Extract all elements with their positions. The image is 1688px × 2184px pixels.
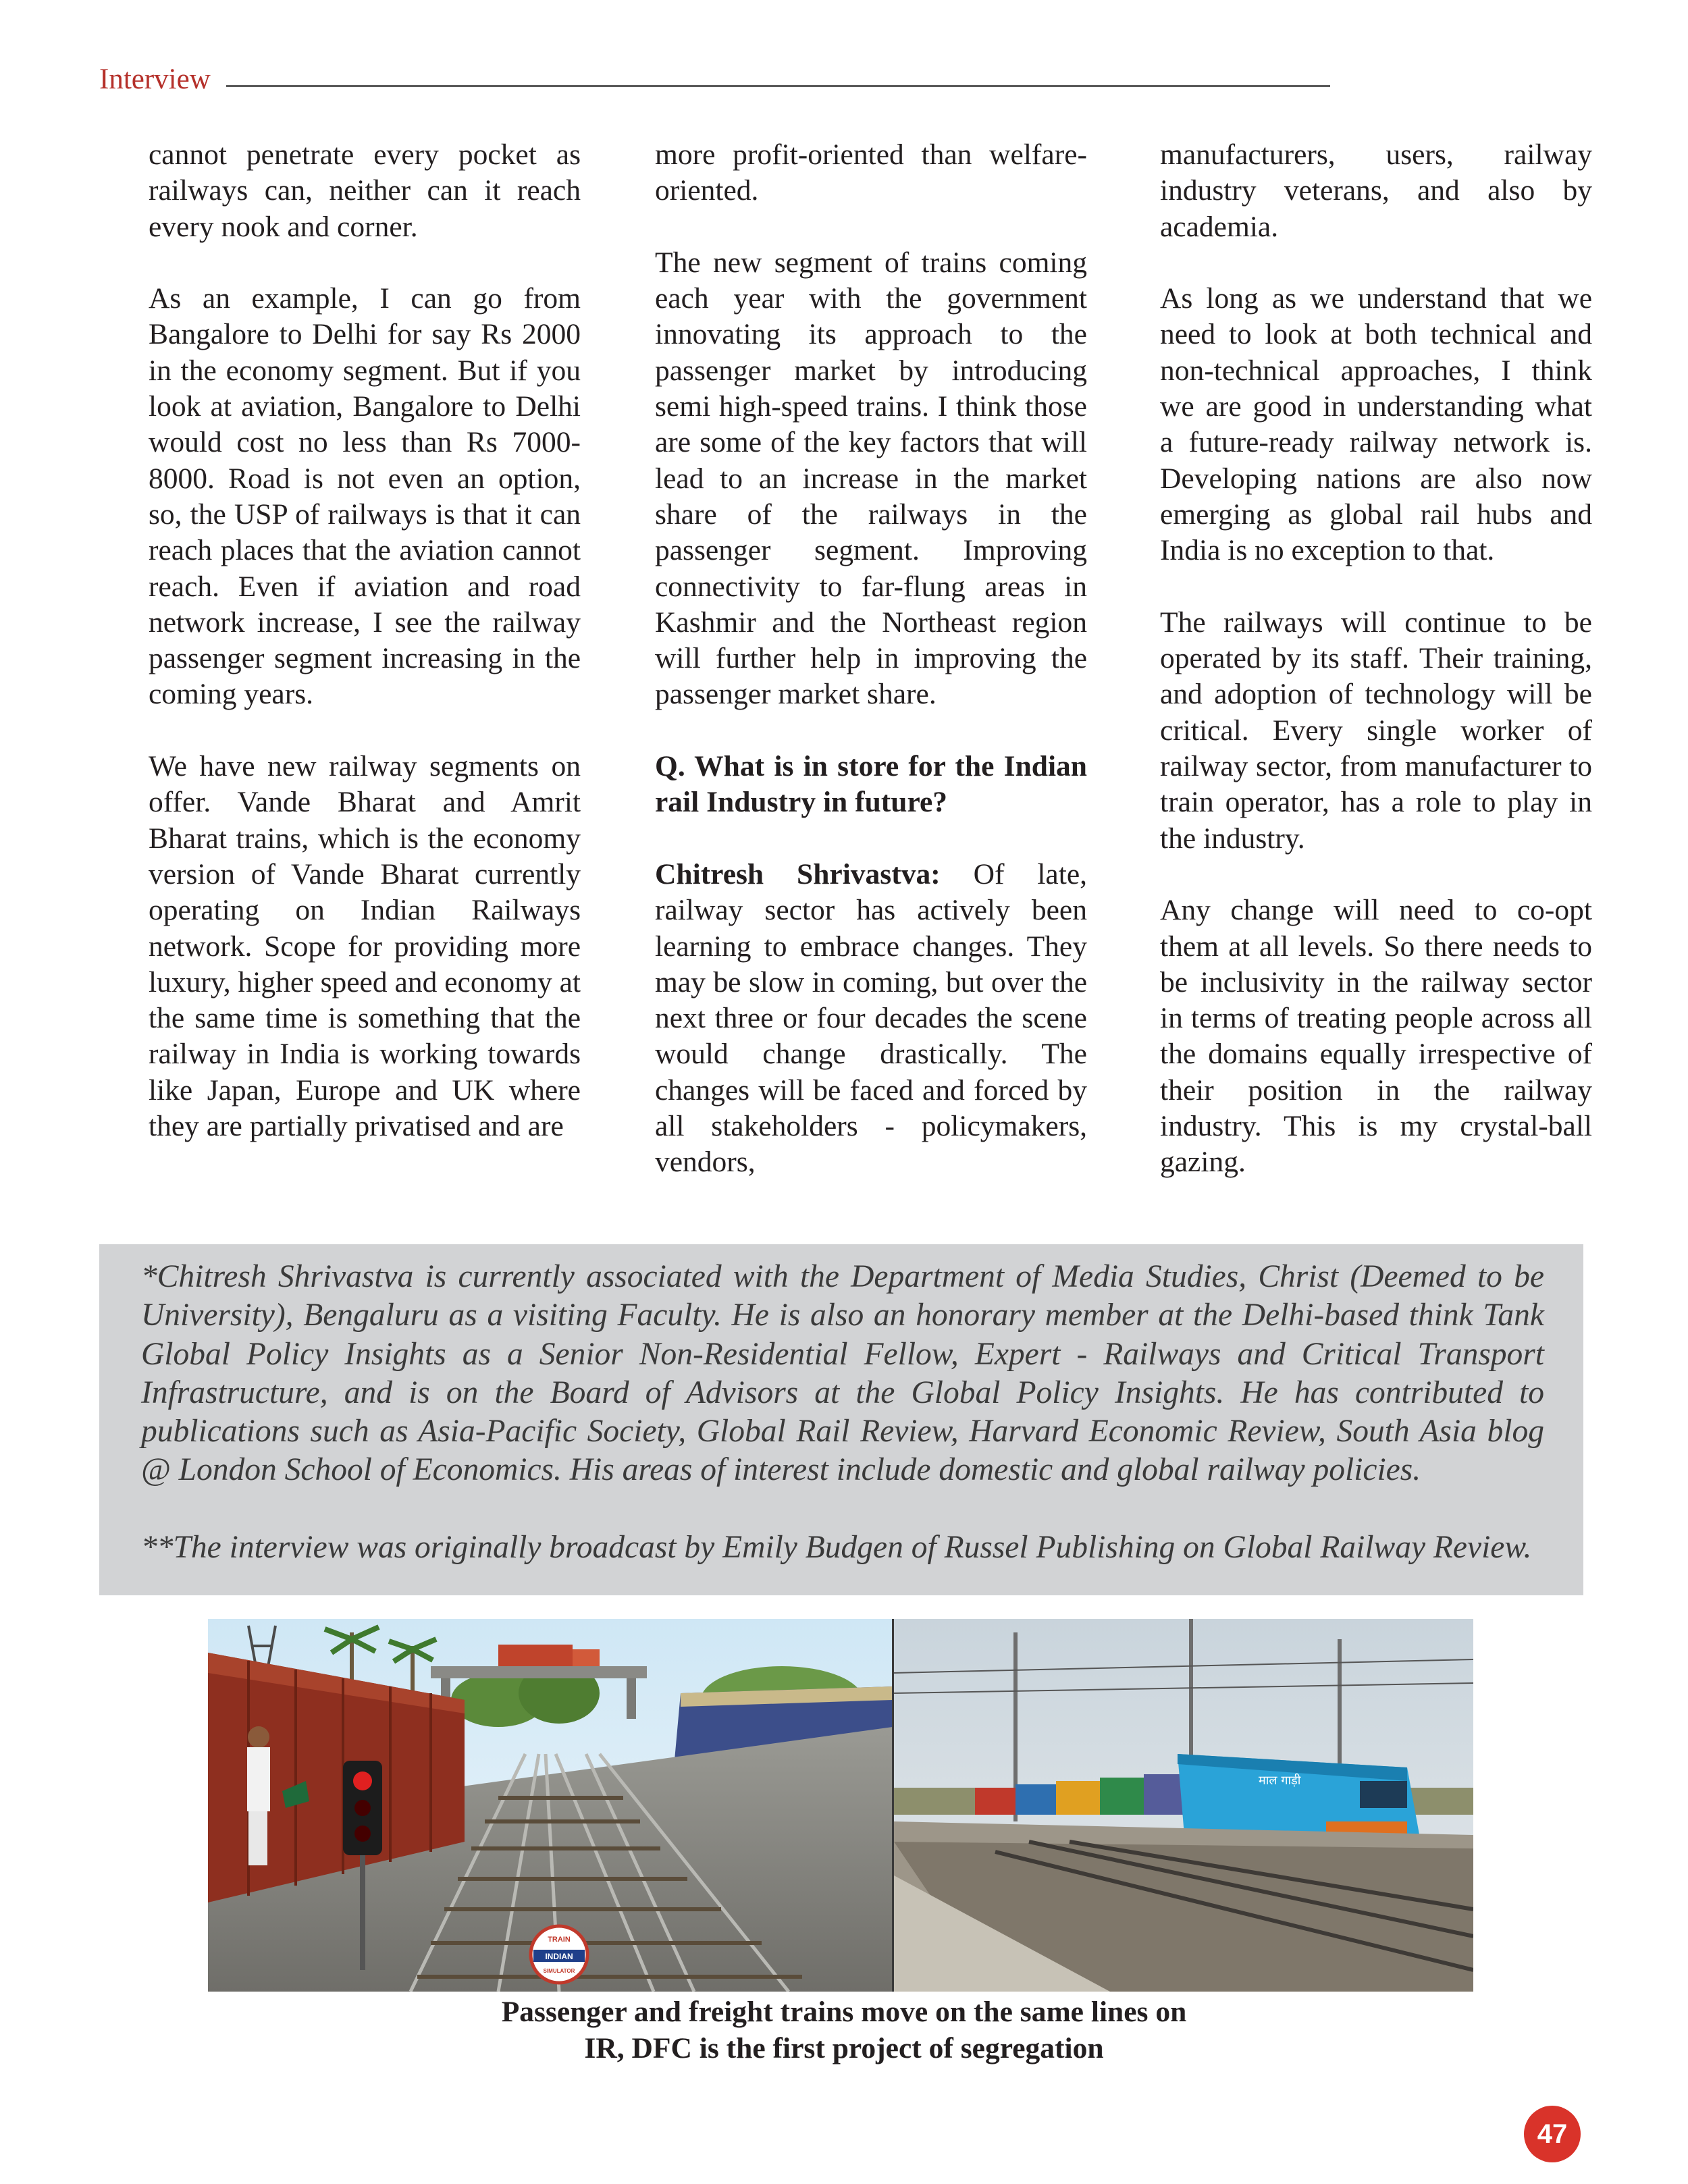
paragraph: As long as we understand that we need to look at both technical and non-technical approaches, I think we are good in understanding what a future-ready railway network is. Developing nations are also now emerging as global rail hubs and India is no exception to that. <box>1160 282 1592 567</box>
train-simulator-illustration <box>208 1619 893 1992</box>
locomotive-lettering: माल गाड़ी <box>1259 1774 1301 1788</box>
freight-corridor-scene <box>894 1619 1473 1992</box>
paragraph: As an example, I can go from Bangalore to Delhi for say Rs 2000 in the economy segment. But if you look at aviation, Bangalore to Delhi would cost no less than Rs 7000-8000. Road is not even an option, so, the USP of railways is that it can reach places that the aviation cannot reach. Even if aviation and road network increase, I see the railway passenger segment increasing in the coming years. <box>149 282 581 711</box>
paragraph: We have new railway segments on offer. Vande Bharat and Amrit Bharat trains, which is the economy version of Vande Bharat currently operating on Indian Railways network. Scope for providing more luxury, higher speed and economy at the same time is something that the railway in India is working towards like Japan, Europe and UK where they are partially privatised and are <box>149 750 581 1143</box>
paragraph: manufacturers, users, railway industry veterans, and also by academia. <box>1160 138 1592 243</box>
interview-question: Q. What is in store for the Indian rail Industry in future? <box>655 750 1087 819</box>
bio-text <box>141 1258 1544 1567</box>
photo-caption <box>338 1994 1350 2067</box>
speaker-name: Chitresh Shrivastva: <box>655 857 941 890</box>
answer-text: Of late, railway sector has actively been learning to embrace changes. They may be slow in coming, but over the next three or four decades the scene would change drastically. The changes will be faced and forced by all stakeholders - policymakers, vendors, <box>655 857 1087 1179</box>
paragraph: cannot penetrate every pocket as railways can, neither can it reach every nook and corner. <box>149 138 581 243</box>
paragraph: more profit-oriented than welfare-oriented. <box>655 138 1087 207</box>
bio-paragraph: *Chitresh Shrivastva is currently associated with the Department of Media Studies, Christ (Deemed to be University), Bengaluru as a visiting Faculty. He is also an honorary member at the Delhi-based think Tank Global Policy Insights as a Senior Non-Residential Fellow, Expert - Railways and Critical Transport Infrastructure, and is on the Board of Advisors at the Global Policy Insights. He has contributed to publications such as Asia-Pacific Society, Global Rail Review, Harvard Economic Review, South Asia blog @ London School of Economics. His areas of interest include domestic and global railway policies. <box>141 1259 1544 1488</box>
text-column-2 <box>655 137 1087 1181</box>
author-bio-box <box>99 1244 1583 1595</box>
caption-line-2: IR, DFC is the first project of segregation <box>584 2032 1104 2065</box>
page-header <box>99 59 1330 100</box>
text-column-3 <box>1160 137 1592 1181</box>
paragraph: The new segment of trains coming each year with the government innovating its approach to the passenger market by introducing semi high-speed trains. I think those are some of the key factors that will lead to an increase in the market share of the railways in the passenger segment. Improving connectivity to far-flung areas in Kashmir and the Northeast region will further help in improving the passenger market share. <box>655 246 1087 711</box>
freight-corridor-photo <box>894 1619 1473 1992</box>
header-rule <box>226 85 1330 87</box>
section-label: Interview <box>99 63 211 95</box>
logo-mid-text: INDIAN <box>545 1952 573 1961</box>
text-column-1 <box>149 137 581 1144</box>
train-simulator-image <box>208 1619 893 1992</box>
paragraph: Any change will need to co-opt them at all levels. So there needs to be inclusivity in the railway sector in terms of treating people across all the domains equally irrespective of their position in the railway industry. This is my crystal-ball gazing. <box>1160 894 1592 1179</box>
train-simulator-logo <box>531 1926 587 1983</box>
interview-answer <box>655 857 1087 1181</box>
broadcast-note: **The interview was originally broadcast by Emily Budgen of Russel Publishing on Global Railway Review. <box>141 1530 1532 1566</box>
logo-bottom-text: SIMULATOR <box>543 1968 575 1974</box>
page-number-badge: 47 <box>1524 2106 1581 2162</box>
caption-line-1: Passenger and freight trains move on the same lines on <box>501 1996 1187 2028</box>
logo-top-text: TRAIN <box>548 1936 571 1944</box>
paragraph: The railways will continue to be operated by its staff. Their training, and adoption of technology will be critical. Every single worker of railway sector, from manufacturer to train operator, has a role to play in the industry. <box>1160 606 1592 855</box>
